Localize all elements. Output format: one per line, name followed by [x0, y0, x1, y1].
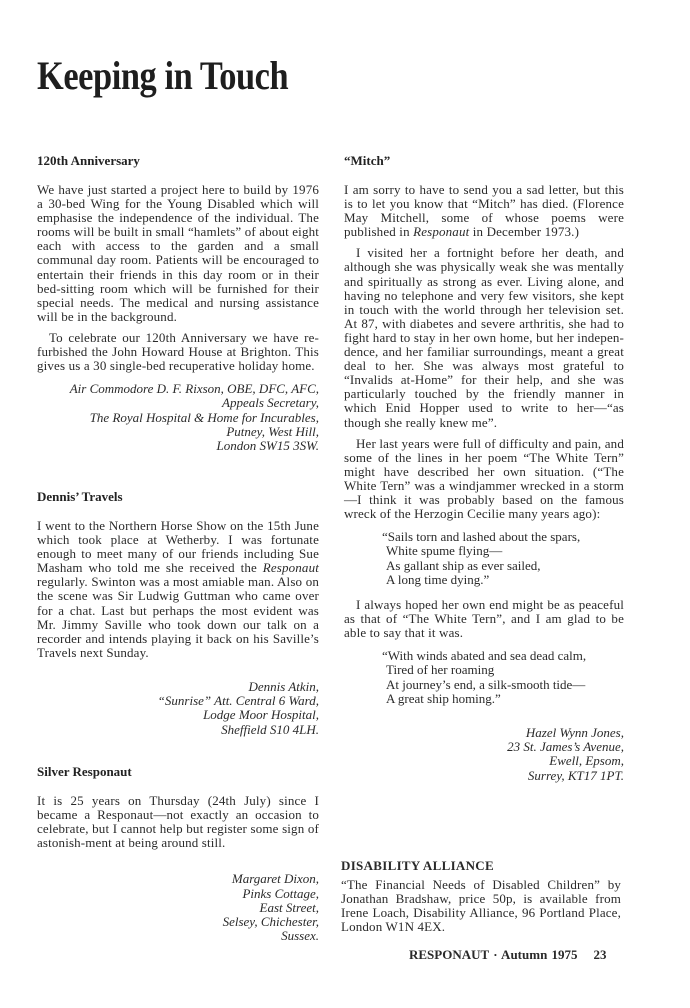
paragraph: It is 25 years on Thursday (24th July) since I became a Responaut—not exactly an occasion to celebrate, but I cannot help but register some sign of astonish-ment at being around still.	[37, 793, 319, 851]
poem-line: As gallant ship as ever sailed,	[386, 557, 541, 573]
signature-line: “Sunrise” Att. Central 6 Ward,	[157, 693, 319, 709]
section-heading: “Mitch”	[344, 153, 391, 168]
text: I am sorry to have to send you a sad letter, but this is to let you know that “Mitch” has died. (Florence May Mitchell, some of whose poems were published in	[344, 182, 624, 240]
signature-line: Air Commodore D. F. Rixson, OBE, DFC, AFC,	[69, 381, 319, 397]
signature-line: Dennis Atkin,	[248, 678, 319, 694]
article-dennis-travels	[37, 489, 319, 737]
poem-line: Tired of her roaming	[386, 662, 495, 678]
signature-line: Margaret Dixon,	[231, 871, 319, 887]
poem-line: “Sails torn and lashed about the spars,	[382, 529, 581, 545]
text: regularly. Swinton was a most amiable man. Also on the scene was Sir Ludwig Guttman who came over for a chat. Last but perhaps the most evident was Mr. Jimmy Saville who took down our talk on a recorder and intends playing it back on his Saville’s Travels next Sunday.	[37, 574, 319, 660]
signature-line: Appeals Secretary,	[222, 395, 319, 411]
signature	[37, 680, 319, 737]
signature-line: Sheffield S10 4LH.	[221, 721, 319, 737]
signature	[344, 726, 624, 783]
poem-line: At journey’s end, a silk-smooth tide—	[386, 676, 586, 692]
paragraph: To celebrate our 120th Anniversary we have re-furbished the John Howard House at Brighton. This gives us a 30 single-bed recuperative holiday home.	[37, 329, 319, 374]
text: I went to the Northern Horse Show on the 15th June which took place at Wetherby. I was fortunate enough to meet many of our friends including Sue Masham who told me she received the	[37, 518, 319, 576]
signature-line: Lodge Moor Hospital,	[203, 707, 319, 723]
publication-name: Responaut	[262, 560, 319, 576]
page-number: 23	[593, 947, 607, 962]
publication-name: Responaut	[413, 224, 470, 240]
paragraph	[37, 519, 319, 660]
section-heading: Dennis’ Travels	[37, 489, 123, 504]
signature-line: Ewell, Epsom,	[549, 753, 624, 769]
text: in December 1973.)	[469, 224, 580, 240]
page-footer	[409, 947, 607, 963]
poem-line: White spume flying—	[386, 543, 503, 559]
poem-line: A long time dying.”	[386, 571, 490, 587]
signature	[37, 872, 319, 943]
signature-line: East Street,	[259, 899, 319, 915]
signature-line: 23 St. James’s Avenue,	[507, 739, 624, 755]
signature-line: Surrey, KT17 1PT.	[527, 767, 624, 783]
signature-line: Hazel Wynn Jones,	[525, 725, 624, 741]
poem-stanza	[382, 530, 624, 587]
paragraph	[344, 183, 624, 239]
section-heading: DISABILITY ALLIANCE	[341, 858, 494, 873]
signature-line: Selsey, Chichester,	[222, 913, 319, 929]
signature-line: Putney, West Hill,	[226, 423, 319, 439]
poem-line: A great ship homing.”	[386, 690, 501, 706]
signature	[37, 382, 319, 453]
signature-line: The Royal Hospital & Home for Incurables,	[89, 409, 319, 425]
article-silver-responaut	[37, 764, 319, 943]
paragraph: Her last years were full of difficulty and pain, and some of the lines in her poem “The White Tern” might have described her own situation. (“The White Tern” was a windjammer wrecked in a storm —I think it was probably based on the famous wreck of the Herzogin Cecilie many years ago):	[344, 435, 624, 522]
paragraph: “The Financial Needs of Disabled Children” by Jonathan Bradshaw, price 50p, is available from Irene Loach, Disability Alliance, 96 Portland Place, London W1N 4EX.	[341, 877, 621, 935]
paragraph: We have just started a project here to build by 1976 a 30-bed Wing for the Young Disabled which will emphasise the independence of the individual. The rooms will be built in small “hamlets” of about eight each with access to the garden and a small communal day room. Patients will be encouraged to entertain their friends in this day room or in their bed-sitting room which will be furnished for their special needs. The medical and nursing assistance will be in the background.	[37, 182, 319, 324]
article-120th-anniversary	[37, 153, 319, 453]
section-heading: Silver Responaut	[37, 764, 132, 779]
page-title: Keeping in Touch	[37, 53, 289, 98]
paragraph: I always hoped her own end might be as peaceful as that of “The White Tern”, and I am glad to be able to say that it was.	[344, 596, 624, 641]
section-heading: 120th Anniversary	[37, 153, 140, 168]
poem-stanza	[382, 649, 624, 706]
notice-disability-alliance	[341, 858, 621, 934]
signature-line: Pinks Cottage,	[242, 885, 319, 901]
paragraph: I visited her a fortnight before her death, and although she was physically weak she was mentally and spiritually as strong as ever. Living alone, and having no telephone and very few visitors, she kept in touch with the world through her television set. At 87, with diabetes and severe arthritis, she had to fight hard to stay in her own home, but her indepen-dence, and her familiar surroundings, meant a great deal to her. She was always most grateful to “Invalids at-Home” for their help, and she was particularly touched by the friendly manner in which Enid Hopper used to write to her—“as though she really knew me”.	[344, 245, 624, 430]
signature-line: Sussex.	[281, 928, 319, 944]
poem-line: “With winds abated and sea dead calm,	[382, 648, 587, 664]
publication-issue: RESPONAUT · Autumn 1975	[409, 947, 578, 962]
signature-line: London SW15 3SW.	[216, 438, 319, 454]
article-mitch	[344, 153, 624, 783]
